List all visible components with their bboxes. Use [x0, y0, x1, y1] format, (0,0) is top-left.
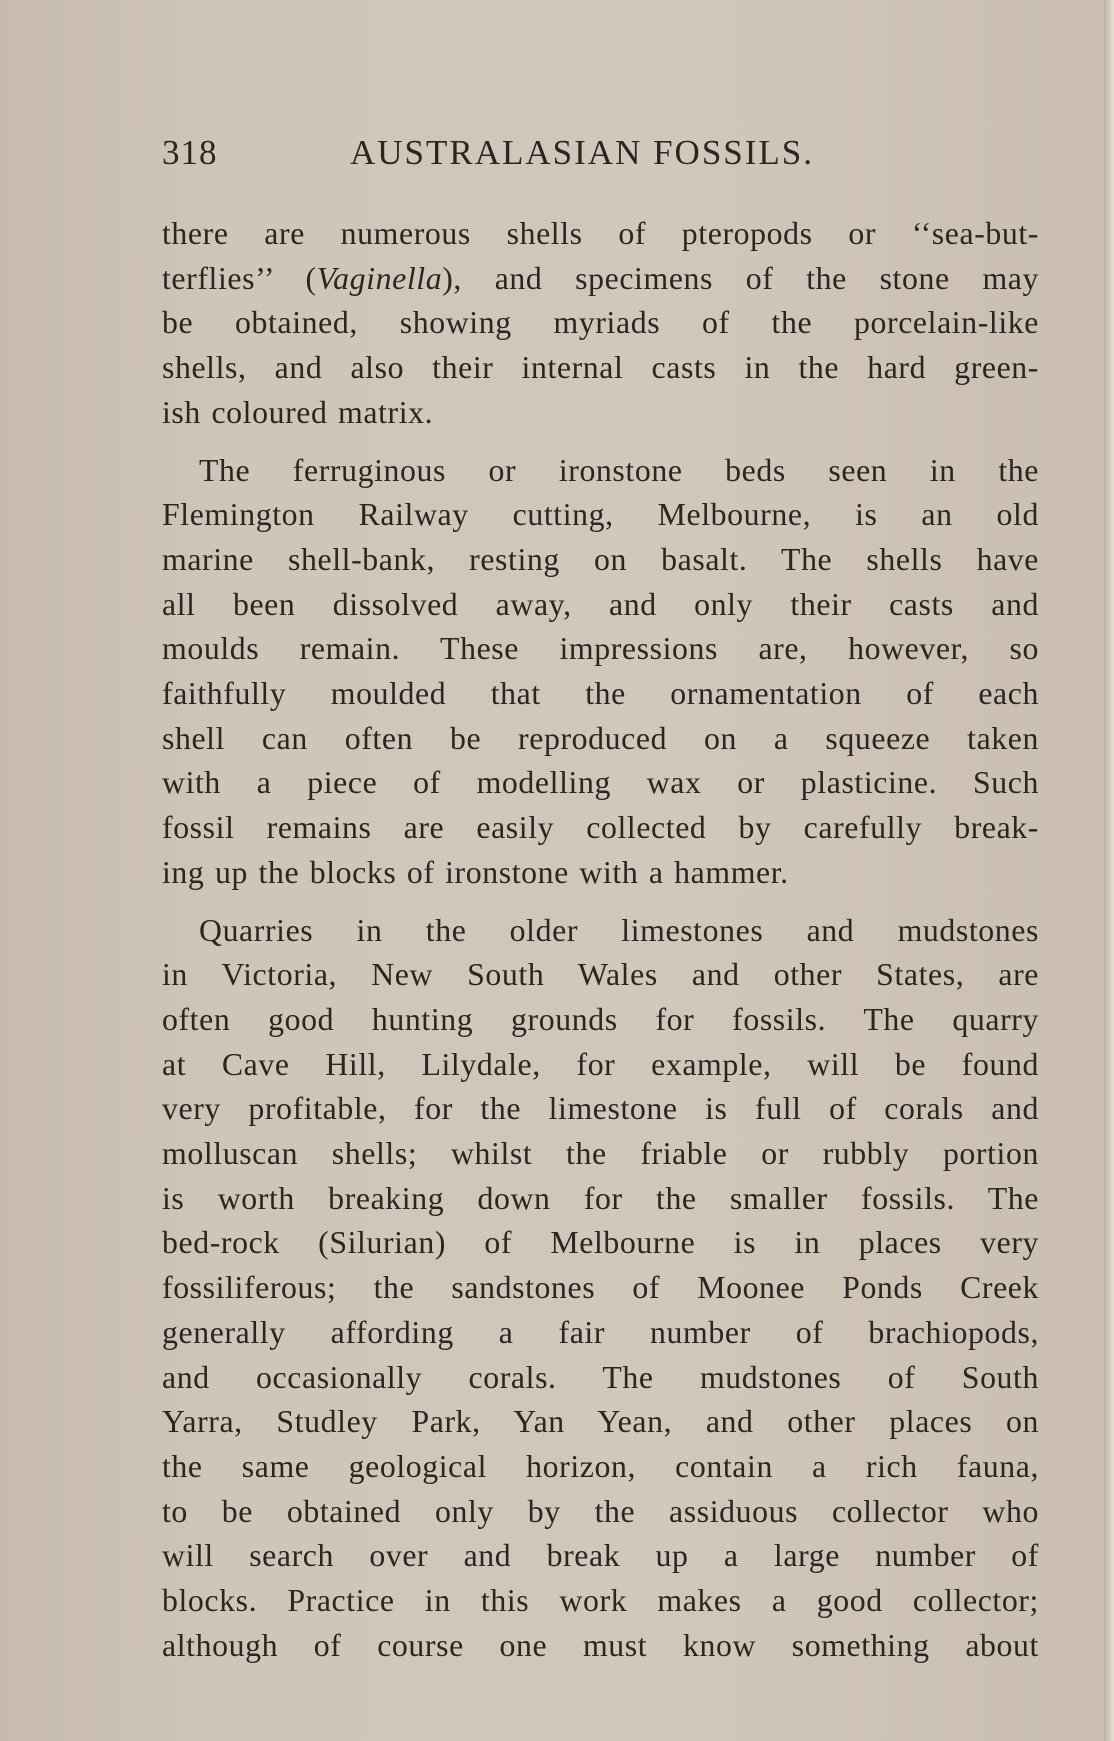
text-line: generally affording a fair number of brachiopods,	[162, 1314, 1039, 1350]
text-line	[162, 257, 1039, 302]
text-line: bed-rock (Silurian) of Melbourne is in places very	[162, 1225, 1039, 1261]
text-line: fossil remains are easily collected by carefully break-	[162, 810, 1039, 846]
text-line: will search over and break up a large number of	[162, 1538, 1039, 1574]
text-line: moulds remain. These impressions are, however, so	[162, 631, 1039, 667]
italic-genus-name: Vaginella	[316, 260, 443, 296]
paragraph-3	[162, 909, 1039, 1669]
text-line: often good hunting grounds for fossils. The quarry	[162, 1001, 1039, 1037]
text-line: marine shell-bank, resting on basalt. The shells have	[162, 541, 1039, 577]
running-title: AUSTRALASIAN FOSSILS.	[350, 133, 815, 172]
text-line: to be obtained only by the assiduous collector who	[162, 1493, 1039, 1529]
text-line: there are numerous shells of pteropods or ‘‘sea-but-	[162, 216, 1039, 251]
text-line: although of course one must know something about	[162, 1627, 1039, 1663]
text-line: Quarries in the older limestones and mudstones	[199, 912, 1039, 948]
text-line: The ferruginous or ironstone beds seen in the	[199, 452, 1039, 488]
text-line: all been dissolved away, and only their casts and	[162, 586, 1039, 622]
text-line: shell can often be reproduced on a squeeze taken	[162, 720, 1039, 756]
running-header	[162, 128, 1042, 178]
text-line: fossiliferous; the sandstones of Moonee Ponds Creek	[162, 1270, 1039, 1306]
text-line: in Victoria, New South Wales and other States, are	[162, 957, 1039, 993]
text-line: the same geological horizon, contain a rich fauna,	[162, 1448, 1039, 1484]
text-line: is worth breaking down for the smaller fossils. The	[162, 1180, 1039, 1216]
text-line: molluscan shells; whilst the friable or rubbly portion	[162, 1136, 1039, 1172]
text-fragment: terflies’’ (	[162, 260, 317, 296]
paragraph-2	[162, 449, 1039, 896]
text-line: very profitable, for the limestone is full of corals and	[162, 1091, 1039, 1127]
text-line: ish coloured matrix.	[162, 394, 434, 430]
paragraph-1	[162, 212, 1039, 436]
body-text	[162, 212, 1039, 1669]
text-fragment: ), and specimens of the stone may	[442, 260, 1039, 296]
text-line: at Cave Hill, Lilydale, for example, will be found	[162, 1046, 1039, 1082]
text-line: blocks. Practice in this work makes a good collector;	[162, 1583, 1039, 1619]
text-line: be obtained, showing myriads of the porcelain-like	[162, 305, 1039, 341]
text-line: with a piece of modelling wax or plasticine. Such	[162, 765, 1039, 801]
text-line: and occasionally corals. The mudstones of South	[162, 1359, 1039, 1395]
page-edge	[1104, 0, 1114, 1741]
text-line: shells, and also their internal casts in the hard green-	[162, 350, 1039, 386]
text-line: faithfully moulded that the ornamentation of each	[162, 676, 1039, 712]
text-line: ing up the blocks of ironstone with a hammer.	[162, 854, 789, 890]
text-line: Flemington Railway cutting, Melbourne, is an old	[162, 497, 1039, 533]
page-number: 318	[162, 133, 218, 172]
text-line: Yarra, Studley Park, Yan Yean, and other places on	[162, 1404, 1039, 1440]
